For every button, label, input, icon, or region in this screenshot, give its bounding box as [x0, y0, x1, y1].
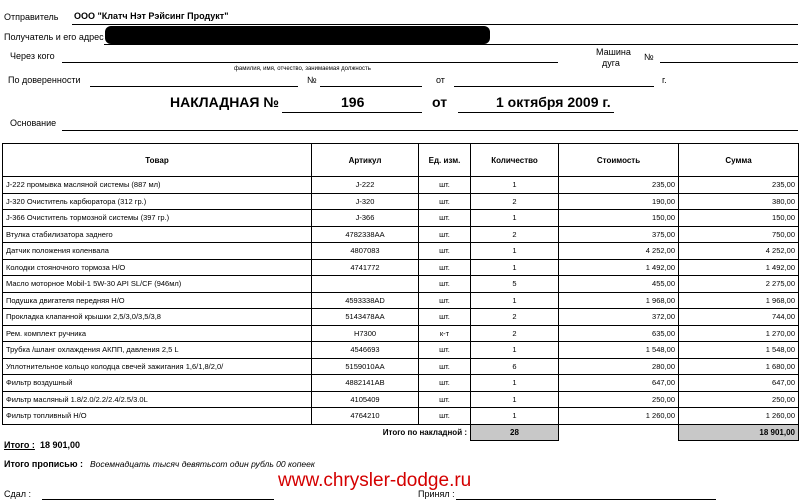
cell-unit: шт.	[419, 375, 471, 392]
table-row	[3, 358, 799, 375]
cell-qty: 1	[471, 292, 559, 309]
cell-price: 1 548,00	[559, 342, 679, 359]
cell-price: 1 260,00	[559, 408, 679, 425]
cell-sum: 750,00	[679, 226, 799, 243]
table-row	[3, 375, 799, 392]
cell-unit: шт.	[419, 210, 471, 227]
cell-sum: 1 548,00	[679, 342, 799, 359]
cell-price: 280,00	[559, 358, 679, 375]
cell-qty: 6	[471, 358, 559, 375]
cell-price: 455,00	[559, 276, 679, 293]
cell-name: Масло моторное Mobil-1 5W-30 API SL/CF (946мл)	[3, 276, 312, 293]
words-value: Восемнадцать тысяч девятьсот один рубль 00 копеек	[90, 459, 315, 469]
proxy-from-label: от	[436, 75, 445, 85]
col-header-article: Артикул	[312, 144, 419, 177]
invoice-title: НАКЛАДНАЯ №	[170, 94, 279, 110]
invoice-from-label: от	[432, 94, 448, 110]
cell-article: J-222	[312, 177, 419, 194]
cell-price: 375,00	[559, 226, 679, 243]
sender-line	[72, 24, 798, 25]
cell-unit: шт.	[419, 342, 471, 359]
cell-article: H7300	[312, 325, 419, 342]
cell-unit: шт.	[419, 193, 471, 210]
cell-article: 5159010AA	[312, 358, 419, 375]
table-header-row	[3, 144, 799, 177]
cell-name: Уплотнительное кольцо колодца свечей зажигания 1,6/1,8/2,0/	[3, 358, 312, 375]
table-row	[3, 193, 799, 210]
cell-unit: к-т	[419, 325, 471, 342]
cell-sum: 1 968,00	[679, 292, 799, 309]
table-row	[3, 325, 799, 342]
cell-sum: 4 252,00	[679, 243, 799, 260]
invoice-date: 1 октября 2009 г.	[496, 94, 611, 110]
redaction-bar	[105, 26, 490, 44]
cell-name: Фильтр воздушный	[3, 375, 312, 392]
cell-unit: шт.	[419, 243, 471, 260]
total-spacer-2	[559, 424, 679, 441]
cell-qty: 5	[471, 276, 559, 293]
cell-sum: 1 680,00	[679, 358, 799, 375]
cell-article: 4593338AD	[312, 292, 419, 309]
cell-article: 4741772	[312, 259, 419, 276]
cell-sum: 2 275,00	[679, 276, 799, 293]
table-row	[3, 177, 799, 194]
proxy-date-line	[454, 86, 654, 87]
watermark-text: www.chrysler-dodge.ru	[278, 470, 472, 491]
col-header-qty: Количество	[471, 144, 559, 177]
col-header-price: Стоимость	[559, 144, 679, 177]
cell-name: Прокладка клапанной крышки 2,5/3,0/3,5/3,8	[3, 309, 312, 326]
year-suffix: г.	[662, 75, 667, 85]
table-row	[3, 391, 799, 408]
sender-label: Отправитель	[4, 12, 59, 22]
total-row	[3, 424, 799, 441]
gave-label: Сдал :	[4, 489, 32, 499]
cell-name: J-222 промывка масляной системы (887 мл)	[3, 177, 312, 194]
cell-article	[312, 276, 419, 293]
cell-name: Фильтр топливный H/O	[3, 408, 312, 425]
through-line	[62, 62, 558, 63]
cell-qty: 1	[471, 210, 559, 227]
words-label: Итого прописью :	[4, 459, 84, 469]
cell-unit: шт.	[419, 408, 471, 425]
cell-unit: шт.	[419, 259, 471, 276]
itogo-value: 18 901,00	[40, 440, 81, 450]
through-label: Через кого	[10, 51, 55, 61]
cell-unit: шт.	[419, 309, 471, 326]
table-row	[3, 292, 799, 309]
cell-qty: 1	[471, 375, 559, 392]
recipient-label: Получатель и его адрес	[4, 32, 104, 42]
cell-unit: шт.	[419, 226, 471, 243]
cell-sum: 150,00	[679, 210, 799, 227]
col-header-product: Товар	[3, 144, 312, 177]
cell-price: 1 492,00	[559, 259, 679, 276]
proxy-number-sign: №	[307, 75, 317, 85]
proxy-label: По доверенности	[8, 75, 81, 85]
cell-article: J-320	[312, 193, 419, 210]
car-number-sign: №	[644, 52, 654, 62]
itogo-label: Итого :	[4, 440, 35, 450]
col-header-unit: Ед. изм.	[419, 144, 471, 177]
cell-article: 4764210	[312, 408, 419, 425]
cell-qty: 1	[471, 342, 559, 359]
cell-name: Трубка /шланг охлаждения АКПП, давления 2,5 L	[3, 342, 312, 359]
cell-name: Втулка стабилизатора заднего	[3, 226, 312, 243]
cell-unit: шт.	[419, 391, 471, 408]
cell-unit: шт.	[419, 276, 471, 293]
cell-price: 647,00	[559, 375, 679, 392]
cell-qty: 1	[471, 259, 559, 276]
cell-unit: шт.	[419, 358, 471, 375]
cell-unit: шт.	[419, 292, 471, 309]
invoice-date-line	[458, 112, 614, 113]
cell-article: 4546693	[312, 342, 419, 359]
cell-article: 5143478AA	[312, 309, 419, 326]
cell-name: Фильтр масляный 1.8/2.0/2.2/2.4/2.5/3.0L	[3, 391, 312, 408]
cell-price: 190,00	[559, 193, 679, 210]
total-label: Итого по накладной :	[382, 428, 467, 437]
proxy-line	[90, 86, 298, 87]
table-row	[3, 309, 799, 326]
goods-table	[2, 143, 799, 441]
cell-sum: 744,00	[679, 309, 799, 326]
cell-sum: 1 270,00	[679, 325, 799, 342]
car-label: Машина	[596, 47, 631, 57]
cell-price: 1 968,00	[559, 292, 679, 309]
proxy-number-line	[320, 86, 422, 87]
invoice-number-line	[282, 112, 422, 113]
cell-sum: 647,00	[679, 375, 799, 392]
cell-price: 4 252,00	[559, 243, 679, 260]
cell-qty: 2	[471, 309, 559, 326]
col-header-sum: Сумма	[679, 144, 799, 177]
cell-sum: 235,00	[679, 177, 799, 194]
basis-line	[62, 130, 798, 131]
table-row	[3, 243, 799, 260]
car-line	[660, 62, 798, 63]
cell-article: 4782338AA	[312, 226, 419, 243]
table-row	[3, 259, 799, 276]
cell-name: Рем. комплект ручника	[3, 325, 312, 342]
cell-name: Подушка двигателя передняя H/O	[3, 292, 312, 309]
sender-value: ООО "Клатч Нэт Рэйсинг Продукт"	[74, 11, 229, 21]
cell-name: Датчик положения коленвала	[3, 243, 312, 260]
cell-article: 4105409	[312, 391, 419, 408]
cell-sum: 380,00	[679, 193, 799, 210]
cell-price: 635,00	[559, 325, 679, 342]
cell-sum: 1 260,00	[679, 408, 799, 425]
cell-name: Колодки стояночного тормоза H/O	[3, 259, 312, 276]
recipient-line	[104, 44, 798, 45]
basis-label: Основание	[10, 118, 57, 128]
cell-price: 372,00	[559, 309, 679, 326]
cell-article: J-366	[312, 210, 419, 227]
cell-price: 250,00	[559, 391, 679, 408]
car-label-2: дуга	[602, 58, 620, 68]
cell-article: 4807083	[312, 243, 419, 260]
cell-price: 235,00	[559, 177, 679, 194]
received-line	[456, 499, 716, 500]
fio-hint: фамилия, имя, отчество, занимаемая должность	[234, 66, 371, 72]
cell-name: J-366 Очиститель тормозной системы (397 гр.)	[3, 210, 312, 227]
cell-qty: 2	[471, 226, 559, 243]
cell-qty: 1	[471, 177, 559, 194]
total-sum: 18 901,00	[679, 424, 799, 441]
cell-price: 150,00	[559, 210, 679, 227]
received-label: Принял :	[418, 489, 455, 499]
cell-qty: 1	[471, 408, 559, 425]
cell-qty: 1	[471, 243, 559, 260]
cell-name: J-320 Очиститель карбюратора (312 гр.)	[3, 193, 312, 210]
cell-sum: 250,00	[679, 391, 799, 408]
cell-article: 4882141AB	[312, 375, 419, 392]
gave-line	[42, 499, 274, 500]
table-row	[3, 276, 799, 293]
cell-qty: 2	[471, 193, 559, 210]
table-row	[3, 342, 799, 359]
cell-qty: 1	[471, 391, 559, 408]
total-spacer	[3, 424, 312, 441]
cell-sum: 1 492,00	[679, 259, 799, 276]
table-row	[3, 210, 799, 227]
table-row	[3, 408, 799, 425]
invoice-number: 196	[341, 94, 365, 110]
total-qty: 28	[471, 424, 559, 441]
cell-qty: 2	[471, 325, 559, 342]
cell-unit: шт.	[419, 177, 471, 194]
table-row	[3, 226, 799, 243]
